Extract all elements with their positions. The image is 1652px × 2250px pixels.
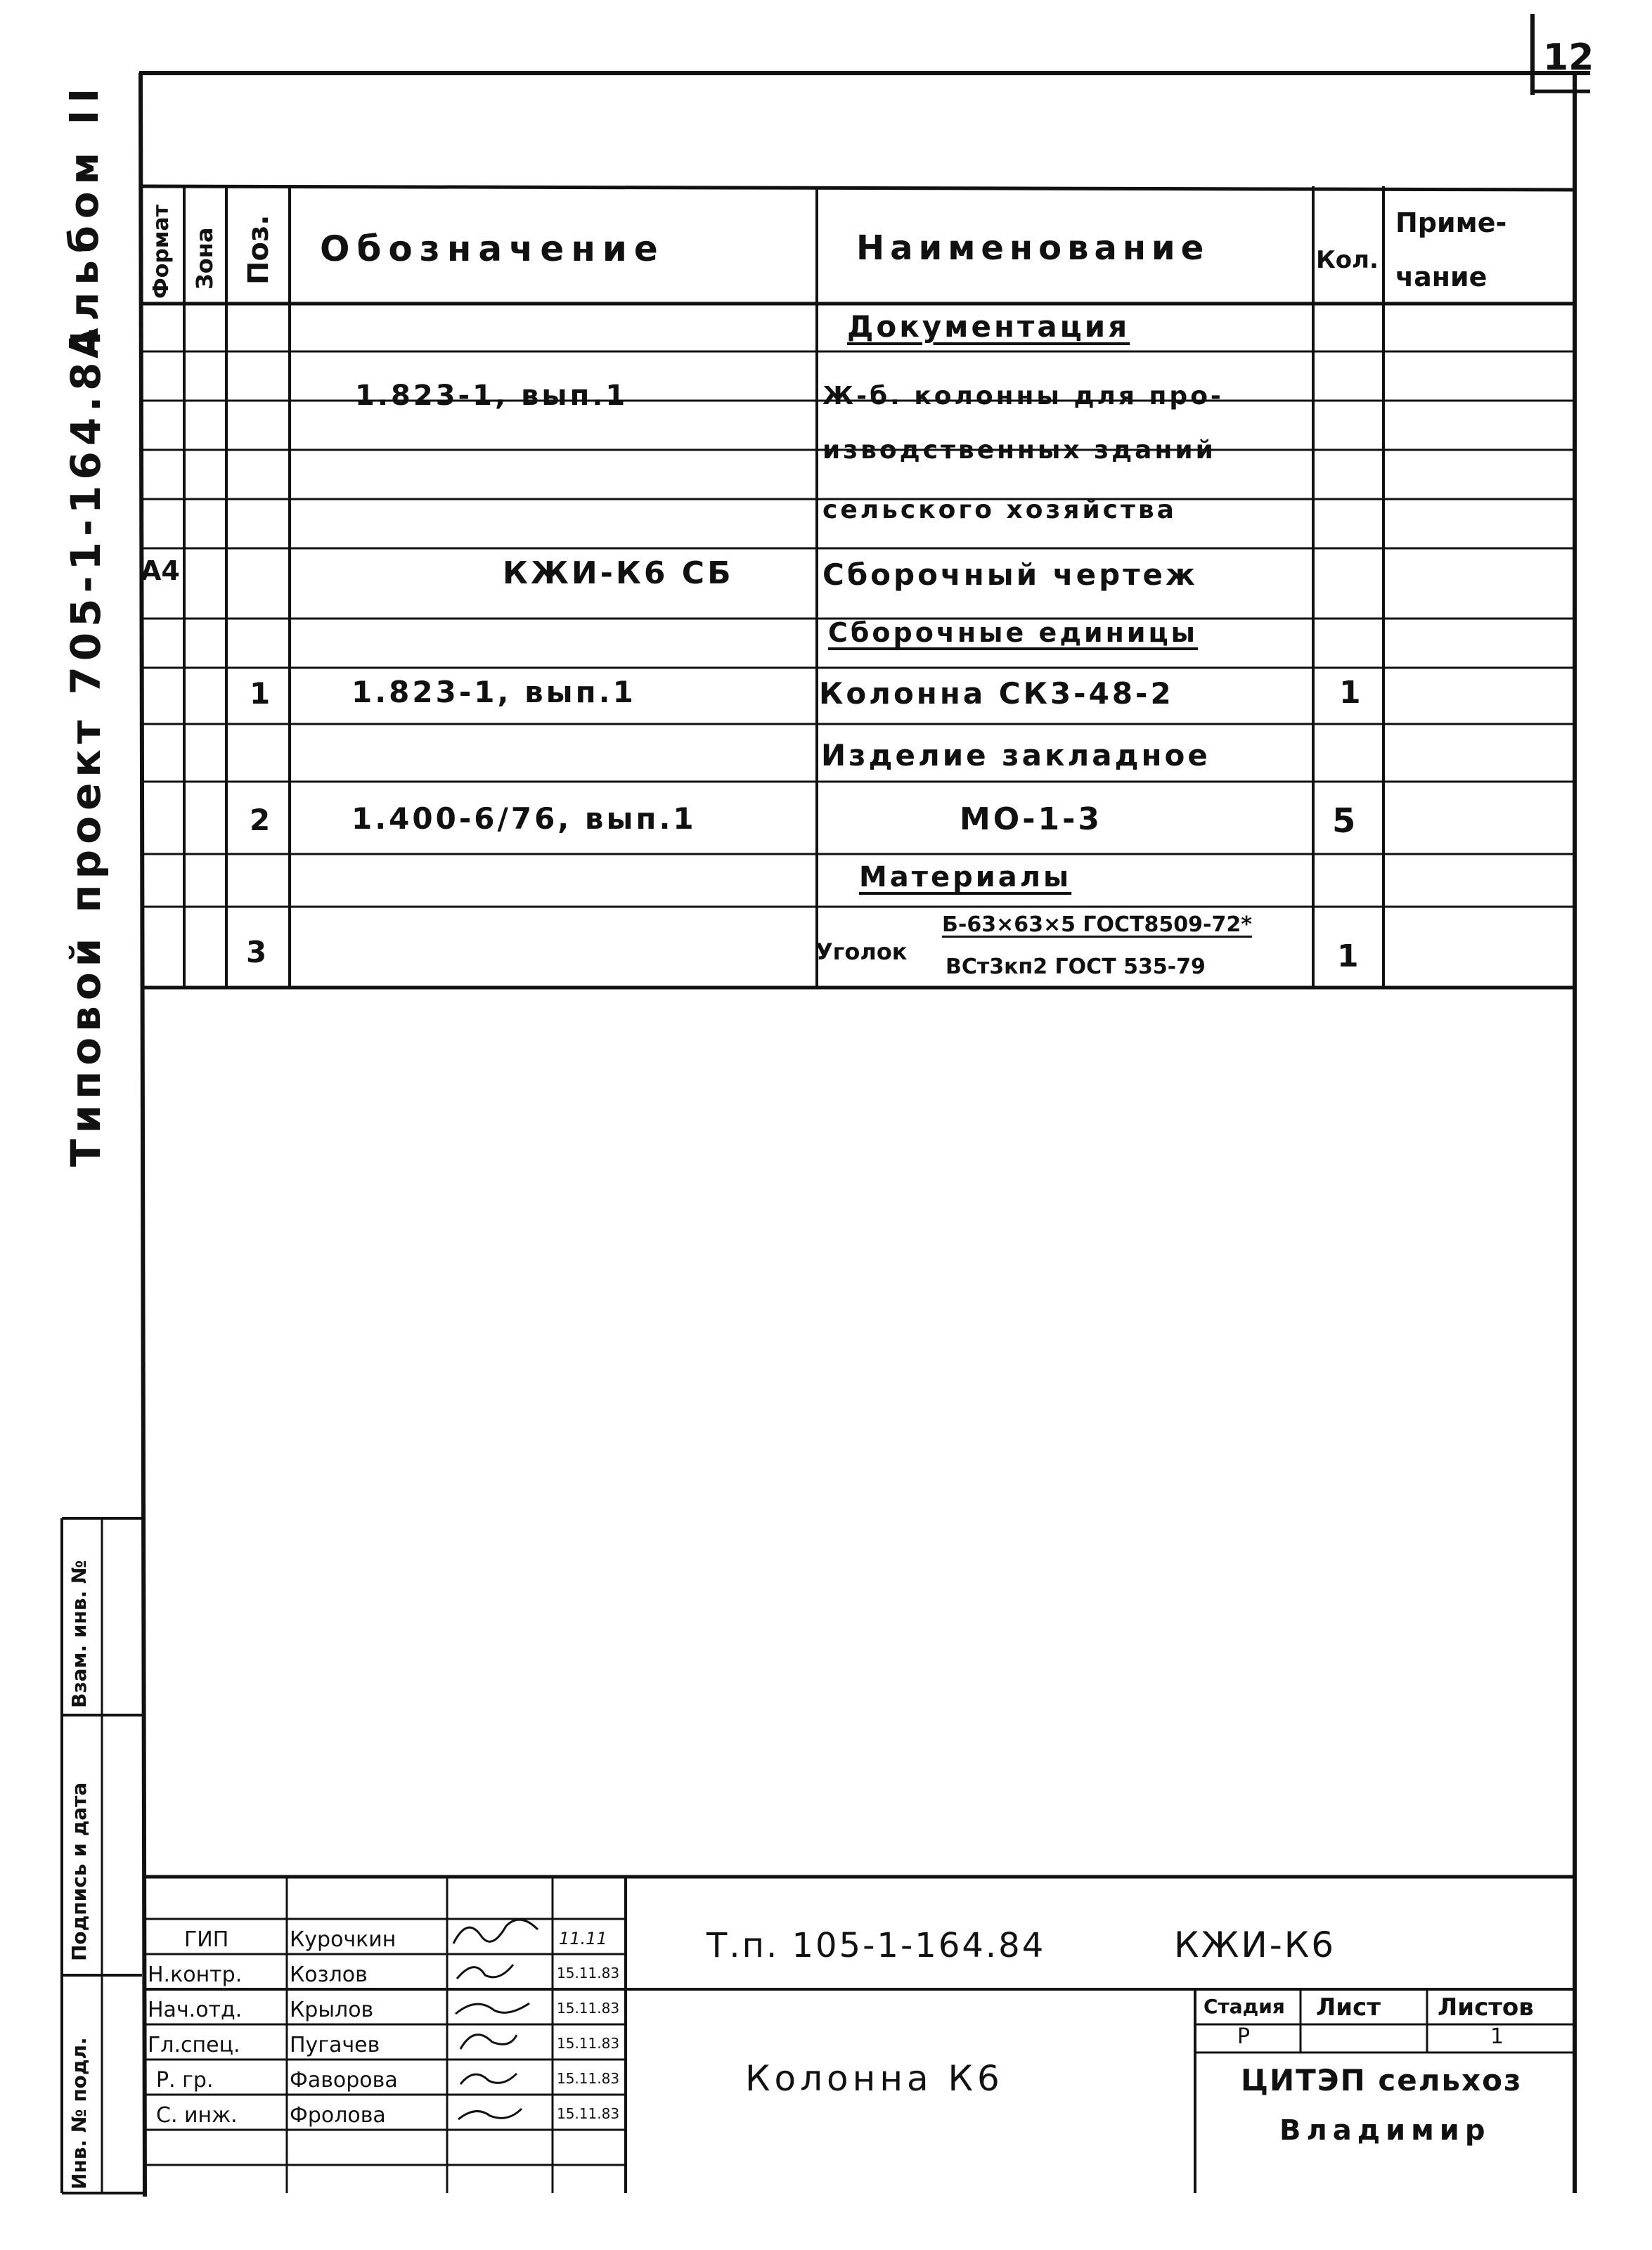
stage-label: Стадия	[1203, 1995, 1285, 2018]
row-name: МО-1-3	[960, 801, 1102, 837]
header-format: Формат	[149, 205, 174, 299]
row-qty: 1	[1339, 675, 1361, 711]
row-name-top: Б-63×63×5 ГОСТ8509-72*	[942, 912, 1252, 937]
row-name: изводственных зданий	[822, 436, 1216, 465]
row-pos: 2	[250, 803, 271, 837]
row-format: А4	[141, 555, 180, 586]
row-name: Колонна СК3-48-2	[819, 676, 1174, 711]
doc-code: Т.п. 105-1-164.84	[706, 1926, 1046, 1965]
person-role: Н.контр.	[148, 1963, 243, 1987]
sheet-label: Лист	[1316, 1993, 1381, 2022]
person-date: 11.11	[559, 1929, 607, 1948]
header-name: Наименование	[856, 228, 1210, 268]
person-date: 15.11.83	[557, 1965, 620, 1981]
org-line2: Владимир	[1279, 2114, 1491, 2147]
row-name-prefix: Уголок	[815, 938, 908, 965]
stamp-inv-orig: Инв. № подл.	[67, 2037, 91, 2190]
doc-title: Колонна К6	[745, 2058, 1004, 2099]
signature-mark	[453, 1920, 538, 2119]
row-name: Материалы	[859, 861, 1072, 893]
person-name: Фролова	[290, 2103, 386, 2128]
person-role: Р. гр.	[156, 2068, 214, 2093]
row-name: Ж-б. колонны для про-	[822, 382, 1224, 410]
sheets-label: Листов	[1438, 1993, 1534, 2022]
row-name: Сборочный чертеж	[822, 557, 1198, 592]
stamp-sign-date: Подпись и дата	[67, 1782, 91, 1961]
row-name: Сборочные единицы	[828, 617, 1199, 648]
sheets-value: 1	[1490, 2024, 1504, 2049]
person-role: Нач.отд.	[148, 1998, 243, 2022]
row-name-bottom: ВСт3кп2 ГОСТ 535-79	[946, 955, 1206, 979]
header-designation: Обозначение	[320, 228, 665, 269]
header-qty: Кол.	[1316, 246, 1379, 274]
person-name: Фаворова	[290, 2068, 398, 2093]
person-name: Курочкин	[290, 1927, 396, 1952]
row-name: Документация	[847, 309, 1130, 344]
doc-mark: КЖИ-К6	[1174, 1925, 1336, 1965]
page-number: 12	[1543, 37, 1594, 79]
row-pos: 3	[246, 935, 267, 969]
row-designation: КЖИ-К6 СБ	[503, 555, 734, 591]
header-pos: Поз.	[243, 214, 275, 285]
row-designation: 1.823-1, вып.1	[355, 380, 628, 412]
project-label: Типовой проект 705-1-164.84	[62, 323, 110, 1167]
person-date: 15.11.83	[557, 2070, 620, 2087]
header-note-2: чание	[1395, 261, 1488, 292]
org-line1: ЦИТЭП сельхоз	[1241, 2063, 1523, 2097]
stamp-replace-inv: Взам. инв. №	[67, 1560, 91, 1708]
row-name: сельского хозяйства	[822, 496, 1177, 524]
row-pos: 1	[250, 676, 271, 711]
album-label: Альбом II	[62, 81, 108, 358]
person-name: Козлов	[290, 1963, 368, 1987]
person-date: 15.11.83	[557, 2105, 620, 2122]
row-name: Изделие закладное	[821, 738, 1211, 772]
row-qty: 1	[1337, 938, 1359, 974]
person-role: Гл.спец.	[148, 2033, 240, 2057]
person-date: 15.11.83	[557, 2000, 620, 2017]
person-role: С. инж.	[156, 2103, 238, 2128]
header-note-1: Приме-	[1395, 207, 1507, 238]
stage-value: Р	[1237, 2024, 1251, 2049]
person-name: Крылов	[290, 1998, 374, 2022]
person-name: Пугачев	[290, 2033, 380, 2057]
person-date: 15.11.83	[557, 2035, 620, 2052]
row-qty: 5	[1332, 801, 1356, 841]
person-role: ГИП	[184, 1927, 229, 1952]
header-zone: Зона	[191, 227, 218, 290]
row-designation: 1.400-6/76, вып.1	[351, 801, 697, 836]
row-designation: 1.823-1, вып.1	[351, 675, 636, 709]
